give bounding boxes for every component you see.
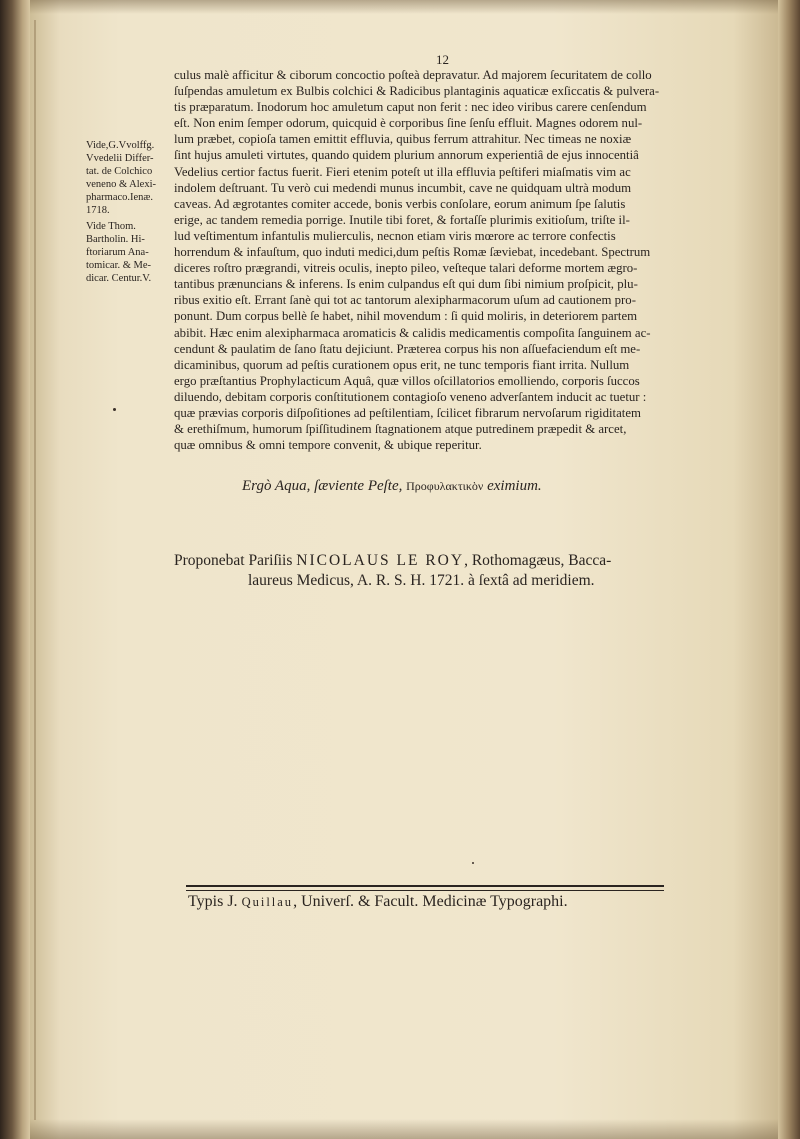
text-line: quæ omnibus & omni tempore convenit, & ubique reperitur. bbox=[174, 438, 482, 453]
text-line: lum præbet, copioſa tamen emittit effluvia, quibus ferrum attrahitur. Nec timeas ne noxiæ bbox=[174, 132, 632, 147]
text-line: ponunt. Dum corpus bellè ſe habet, nihil movendum : ſi quid moliris, in deteriorem partem bbox=[174, 309, 638, 324]
book-binding-right bbox=[778, 0, 800, 1139]
page-shadow-bottom bbox=[30, 1119, 778, 1139]
text-line: eſt. Non enim ſemper odorum, quicquid è corporibus ſine ſenſu effluit. Magnes odorem nul- bbox=[174, 116, 643, 131]
conclusion-suffix: eximium. bbox=[487, 478, 542, 494]
printer-imprint bbox=[188, 893, 568, 911]
defense-suffix: , Rothomagæus, Bacca- bbox=[464, 552, 612, 569]
text-line: indolem deſtruant. Tu verò cui medendi munus incumbit, cave ne quidquam ultrà modum bbox=[174, 180, 632, 195]
defense-line-2: laureus Medicus, A. R. S. H. 1721. à ſextâ ad meridiem. bbox=[248, 572, 595, 589]
text-line: ergo præſtantius Prophylacticum Aquâ, quæ villos oſcillatorios emolliendo, corporis ſuccos bbox=[174, 373, 640, 388]
text-line: ribus exitio eſt. Errant ſanè qui tot ac tantorum alexipharmacorum uſum ad cautionem pro- bbox=[174, 293, 636, 308]
text-line: tis præparatum. Inodorum hoc amuletum caput non ferit : nec ideo viribus carere cenſendum bbox=[174, 100, 647, 115]
page-shadow-top bbox=[30, 0, 778, 14]
printer-suffix: , Univerſ. & Facult. Medicinæ Typographi. bbox=[293, 893, 568, 910]
printer-prefix: Typis J. bbox=[188, 893, 238, 910]
margin-note-bartholin bbox=[86, 220, 168, 285]
conclusion-prefix: Ergò Aqua, ſæviente Peſte, bbox=[242, 478, 403, 494]
text-line: lud veſtimentum infantulis mulierculis, necnon etiam viris mœrore ac terrore confectis bbox=[174, 228, 616, 243]
printer-name: Quillau bbox=[241, 895, 294, 909]
text-line: caveas. Ad ægrotantes comiter accede, bonis verbis conſolare, eorum animum ſpe ſalutis bbox=[174, 196, 626, 211]
text-line: cendunt & paulatim de ſano ſtatu dejiciunt. Præterea corpus his non aſſuefaciendum eſt me- bbox=[174, 341, 641, 356]
defense-line-1 bbox=[174, 551, 714, 571]
text-line: quæ prævias corporis diſpoſitiones ad peſtilentiam, ſcilicet fibrarum nervoſarum rigiditatem bbox=[174, 405, 641, 420]
text-line: horrendum & infauſtum, quo induti medici,dum peſtis Romæ ſæviebat, incedebant. Spectrum bbox=[174, 245, 651, 260]
margin-note-line: ftoriarum Ana- bbox=[86, 247, 149, 258]
margin-note-line: Vide,G.Vvolffg. bbox=[86, 140, 155, 151]
text-line: dicaminibus, quorum ad peſtis curationem opus erit, ne tunc temporis fiant irrita. Nullum bbox=[174, 357, 630, 372]
thesis-conclusion bbox=[242, 478, 542, 495]
margin-note-wedel bbox=[86, 139, 168, 217]
defense-prefix: Proponebat Pariſiis bbox=[174, 552, 293, 569]
text-line: ſint hujus amuleti virtutes, quando quidem plurium annorum experientiâ de ejus innocentiâ bbox=[174, 148, 639, 163]
margin-note-line: tomicar. & Me- bbox=[86, 260, 152, 271]
margin-note-line: Vide Thom. bbox=[86, 221, 136, 232]
gutter-crease bbox=[34, 20, 36, 1120]
page-number: 12 bbox=[436, 52, 449, 67]
text-line: ſuſpendas amuletum ex Bulbis colchici & Radicibus plantaginis aquaticæ exſiccatis & pulvera- bbox=[174, 84, 660, 99]
text-line: diceres roſtro prægrandi, vitreis oculis, inepto pileo, veſteque talari deforme mortem ægro- bbox=[174, 261, 638, 276]
margin-note-line: Vvedelii Differ- bbox=[86, 153, 154, 164]
text-line: & erethiſmum, humorum ſpiſſitudinem ſtagnationem atque putredinem præpedit & arcet, bbox=[174, 422, 627, 437]
margin-note-line: 1718. bbox=[86, 205, 110, 216]
margin-note-line: veneno & Alexi- bbox=[86, 179, 156, 190]
text-line: tantibus prænuncians & inferens. Is enim culpandus eſt qui dum ſibi nimium proſpicit, plu- bbox=[174, 277, 638, 292]
margin-note-line: Bartholin. Hi- bbox=[86, 234, 145, 245]
margin-note-line: pharmaco.Ienæ. bbox=[86, 192, 154, 203]
book-binding-left bbox=[0, 0, 30, 1139]
printer-rule-thick bbox=[186, 885, 664, 887]
margin-note-line: dicar. Centur.V. bbox=[86, 273, 152, 284]
text-line: Vedelius certior factus fuerit. Fieri etenim poteſt ut illa effluvia peſtiferi miaſmatis vim ac bbox=[174, 164, 631, 179]
text-line: erige, ac tandem remedia porrige. Inutile tibi foret, & fortaſſe plurimis exitioſum, triſte il- bbox=[174, 212, 630, 227]
main-text-block bbox=[174, 67, 710, 453]
ink-speck bbox=[113, 408, 116, 411]
defender-name: NICOLAUS LE ROY bbox=[296, 552, 465, 569]
printer-rule-thin bbox=[186, 890, 664, 891]
defense-statement bbox=[174, 551, 714, 591]
text-line: diluendo, debitam corporis conſtitutionem contagioſo veneno adverſantem inducit ac tuetur : bbox=[174, 389, 647, 404]
margin-note-line: tat. de Colchico bbox=[86, 166, 153, 177]
text-line: culus malè afficitur & ciborum concoctio poſteà depravatur. Ad majorem ſecuritatem de collo bbox=[174, 68, 652, 82]
conclusion-greek-word: Προφυλακτικὸν bbox=[406, 479, 484, 493]
ink-speck bbox=[472, 862, 474, 864]
text-line: abibit. Hæc enim alexipharmaca aromaticis & calidis medicamentis compoſita ſanguinem ac- bbox=[174, 325, 651, 340]
